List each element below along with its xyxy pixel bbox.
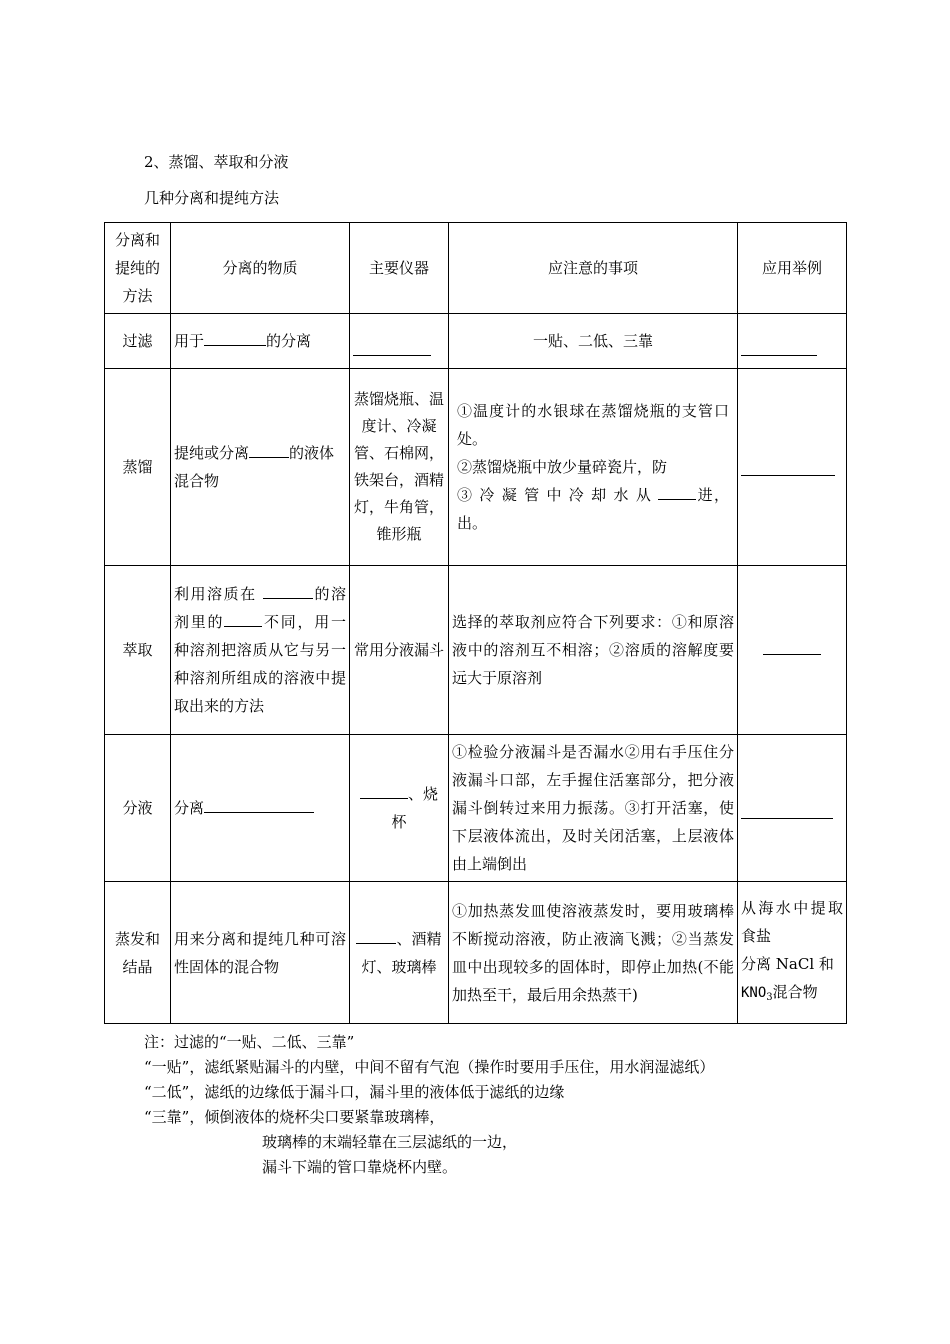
table-row xyxy=(105,566,847,735)
notes-cell: 选择的萃取剂应符合下列要求：①和原溶液中的溶剂互不相溶；②溶质的溶解度要远大于原溶剂 xyxy=(449,566,738,735)
substance-text: 的分离 xyxy=(266,332,312,350)
table-row xyxy=(105,314,847,369)
apparatus-cell: 蒸馏烧瓶、温度计、冷凝管、石棉网，铁架台，酒精灯，牛角管，锥形瓶 xyxy=(350,369,449,566)
fill-blank xyxy=(249,439,289,458)
example-line: 从海水中提取食盐 xyxy=(741,898,843,945)
fill-blank xyxy=(204,794,314,813)
fill-blank xyxy=(741,457,835,476)
method-cell: 蒸馏 xyxy=(105,369,171,566)
method-cell: 蒸发和结晶 xyxy=(105,882,171,1024)
apparatus-cell: 常用分液漏斗 xyxy=(350,566,449,735)
table-header-row xyxy=(105,223,847,314)
note-line: “二低”，滤纸的边缘低于漏斗口，漏斗里的液体低于滤纸的边缘 xyxy=(144,1083,565,1101)
method-cell: 萃取 xyxy=(105,566,171,735)
example-cell xyxy=(738,566,847,735)
fill-blank xyxy=(263,580,313,599)
table-row xyxy=(105,735,847,882)
example-line: $KNO_3$混合物 xyxy=(741,982,818,1003)
note-line: ②蒸馏烧瓶中放少量碎瓷片，防 xyxy=(457,458,668,476)
header-example: 应用举例 xyxy=(738,223,847,314)
substance-cell xyxy=(171,369,350,566)
substance-text: 的液体混合物 xyxy=(174,444,335,490)
example-cell xyxy=(738,882,847,1024)
method-cell: 过滤 xyxy=(105,314,171,369)
method-cell: 分液 xyxy=(105,735,171,882)
section-subheading: 几种分离和提纯方法 xyxy=(144,189,280,207)
header-notes: 应注意的事项 xyxy=(449,223,738,314)
example-cell xyxy=(738,369,847,566)
fill-blank xyxy=(353,337,431,356)
fill-blank xyxy=(741,337,817,356)
substance-cell: 用来分离和提纯几种可溶性固体的混合物 xyxy=(171,882,350,1024)
header-substance: 分离的物质 xyxy=(171,223,350,314)
substance-cell xyxy=(171,314,350,369)
section-heading: 2、蒸馏、萃取和分液 xyxy=(144,153,289,171)
note-line: 漏斗下端的管口靠烧杯内壁。 xyxy=(262,1158,458,1176)
example-line: 分离 NaCl 和 xyxy=(741,954,834,973)
apparatus-cell: 、酒精灯、玻璃棒 xyxy=(350,882,449,1024)
table-row xyxy=(105,369,847,566)
fill-blank xyxy=(224,608,262,627)
apparatus-cell xyxy=(350,314,449,369)
notes-title: 注：过滤的“一贴、二低、三靠” xyxy=(144,1033,355,1051)
fill-blank xyxy=(204,327,266,346)
notes-cell xyxy=(449,369,738,566)
substance-cell: 分离 xyxy=(171,735,350,882)
substance-text: 用于 xyxy=(174,332,205,350)
note-line: 玻璃棒的末端轻靠在三层滤纸的一边， xyxy=(262,1133,518,1151)
note-line: “三靠”，倾倒液体的烧杯尖口要紧靠玻璃棒， xyxy=(144,1108,445,1126)
fill-blank xyxy=(763,636,821,655)
example-cell xyxy=(738,314,847,369)
notes-cell: ①加热蒸发皿使溶液蒸发时，要用玻璃棒不断搅动溶液，防止液滴飞溅；②当蒸发皿中出现较多的固体时，即停止加热(不能加热至干，最后用余热蒸干) xyxy=(449,882,738,1024)
table-row xyxy=(105,882,847,1024)
fill-blank xyxy=(356,925,396,944)
fill-blank xyxy=(360,780,408,799)
apparatus-cell: 、烧杯 xyxy=(350,735,449,882)
substance-text: 提纯或分离 xyxy=(174,444,250,462)
notes-cell: 一贴、二低、三靠 xyxy=(449,314,738,369)
header-apparatus: 主要仪器 xyxy=(350,223,449,314)
notes-cell: ①检验分液漏斗是否漏水②用右手压住分液漏斗口部，左手握住活塞部分，把分液漏斗倒转过来用力振荡。③打开活塞，使下层液体流出，及时关闭活塞，上层液体由上端倒出 xyxy=(449,735,738,882)
fill-blank xyxy=(741,800,833,819)
note-line: ①温度计的水银球在蒸馏烧瓶的支管口处。 xyxy=(457,402,729,448)
substance-cell: 利用溶质在 的溶剂里的 不同，用一种溶剂把溶质从它与另一种溶剂所组成的溶液中提取出来的方法 xyxy=(171,566,350,735)
separation-methods-table xyxy=(104,222,847,1024)
header-method: 分离和提纯的方法 xyxy=(105,223,171,314)
note-line: “一贴”，滤纸紧贴漏斗的内壁，中间不留有气泡（操作时要用手压住，用水润湿滤纸） xyxy=(144,1058,715,1076)
fill-blank xyxy=(658,481,696,500)
example-cell xyxy=(738,735,847,882)
note-line: ③冷凝管中冷却水从 进，出。 xyxy=(457,481,729,537)
